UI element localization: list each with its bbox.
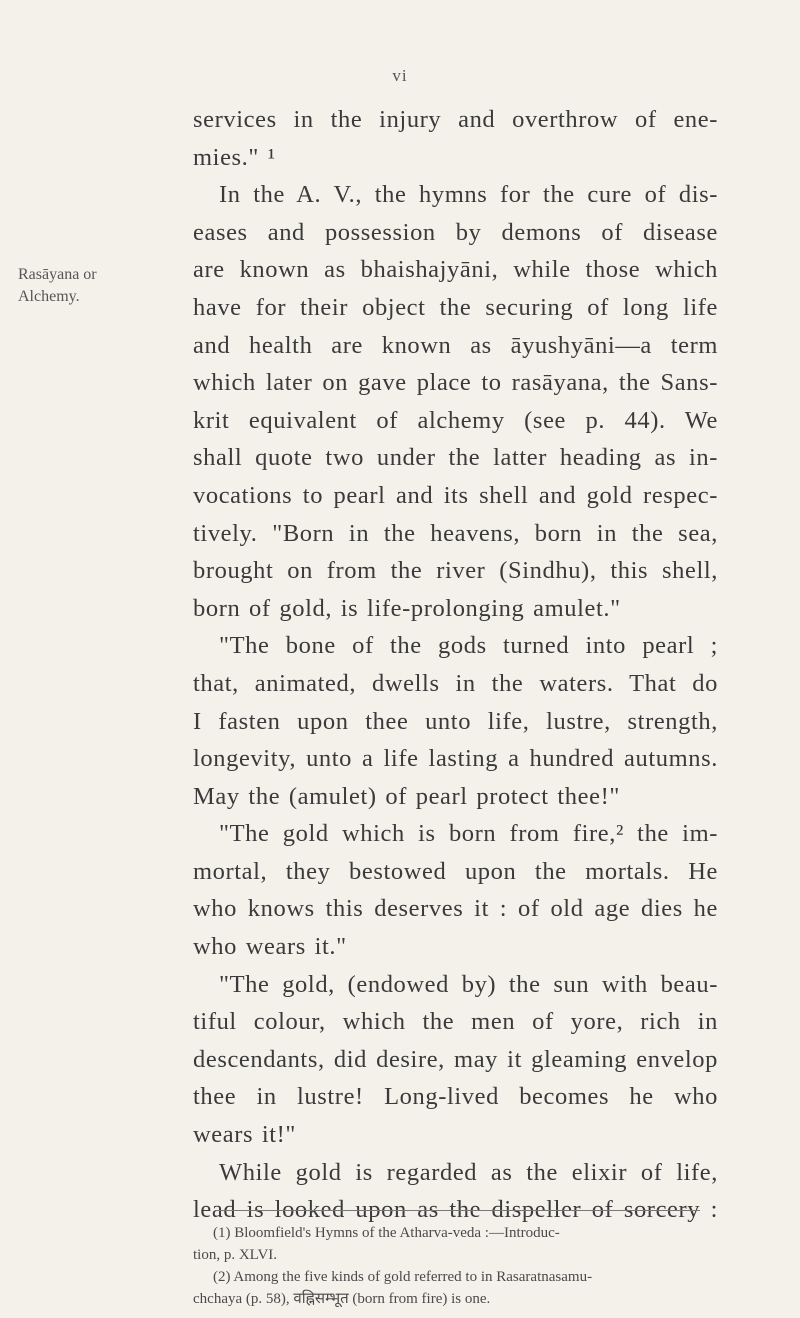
body-line: services in the injury and overthrow of ene-: [193, 106, 718, 133]
body-line: and health are known as āyushyāni—a term: [193, 331, 718, 359]
body-line: thee in lustre! Long-lived becomes he who: [193, 1083, 718, 1111]
marginal-note-line: Rasāyana or: [18, 266, 97, 283]
body-line: longevity, unto a life lasting a hundred autumns.: [193, 745, 718, 773]
body-line: are known as bhaishajyāni, while those which: [193, 256, 718, 284]
body-line: which later on gave place to rasāyana, the Sans-: [193, 369, 718, 397]
footnote-line: (2) Among the five kinds of gold referred to in Rasaratnasamu-: [213, 1269, 593, 1285]
body-line: I fasten upon thee unto life, lustre, strength,: [193, 707, 718, 735]
main-text: [193, 101, 718, 1229]
body-line: In the A. V., the hymns for the cure of dis-: [219, 181, 718, 209]
body-line: eases and possession by demons of disease: [193, 218, 718, 246]
body-line: "The gold which is born from fire,² the im-: [219, 820, 718, 848]
body-line: have for their object the securing of long life: [193, 293, 718, 321]
footnote-line: (1) Bloomfield's Hymns of the Atharva-veda :—Introduc-: [213, 1225, 560, 1241]
body-line: born of gold, is life-prolonging amulet.": [193, 594, 621, 622]
body-line: May the (amulet) of pearl protect thee!": [193, 782, 620, 810]
body-line: wears it!": [193, 1121, 297, 1149]
body-line: that, animated, dwells in the waters. That do: [193, 669, 718, 697]
body-line: "The gold, (endowed by) the sun with beau-: [219, 970, 718, 998]
body-line: mortal, they bestowed upon the mortals. He: [193, 857, 718, 885]
body-line: tively. "Born in the heavens, born in the sea,: [193, 519, 718, 547]
footnotes: [193, 1222, 718, 1310]
marginal-note-line: Alchemy.: [18, 288, 80, 305]
body-line: While gold is regarded as the elixir of life,: [219, 1158, 718, 1186]
body-line: who wears it.": [193, 933, 347, 961]
page-number: vi: [392, 66, 408, 85]
body-line: tiful colour, which the men of yore, rich in: [193, 1008, 718, 1036]
body-line: shall quote two under the latter heading as in-: [193, 444, 718, 472]
marginal-note: [18, 264, 130, 308]
footnote-divider: [215, 1210, 700, 1211]
footnote-line: chchaya (p. 58), वह्निसम्भूत (born from fire) is one.: [193, 1291, 491, 1307]
body-line: krit equivalent of alchemy (see p. 44). We: [193, 406, 718, 434]
footnote-line: tion, p. XLVI.: [193, 1247, 278, 1263]
body-line: vocations to pearl and its shell and gold respec-: [193, 481, 718, 509]
body-line: brought on from the river (Sindhu), this shell,: [193, 557, 718, 585]
body-line: lead is looked upon as the dispeller of sorcery :: [193, 1196, 718, 1224]
body-line: "The bone of the gods turned into pearl ;: [219, 632, 718, 660]
body-line: mies." ¹: [193, 143, 276, 171]
body-line: who knows this deserves it : of old age dies he: [193, 895, 718, 923]
body-line: descendants, did desire, may it gleaming envelop: [193, 1045, 718, 1073]
